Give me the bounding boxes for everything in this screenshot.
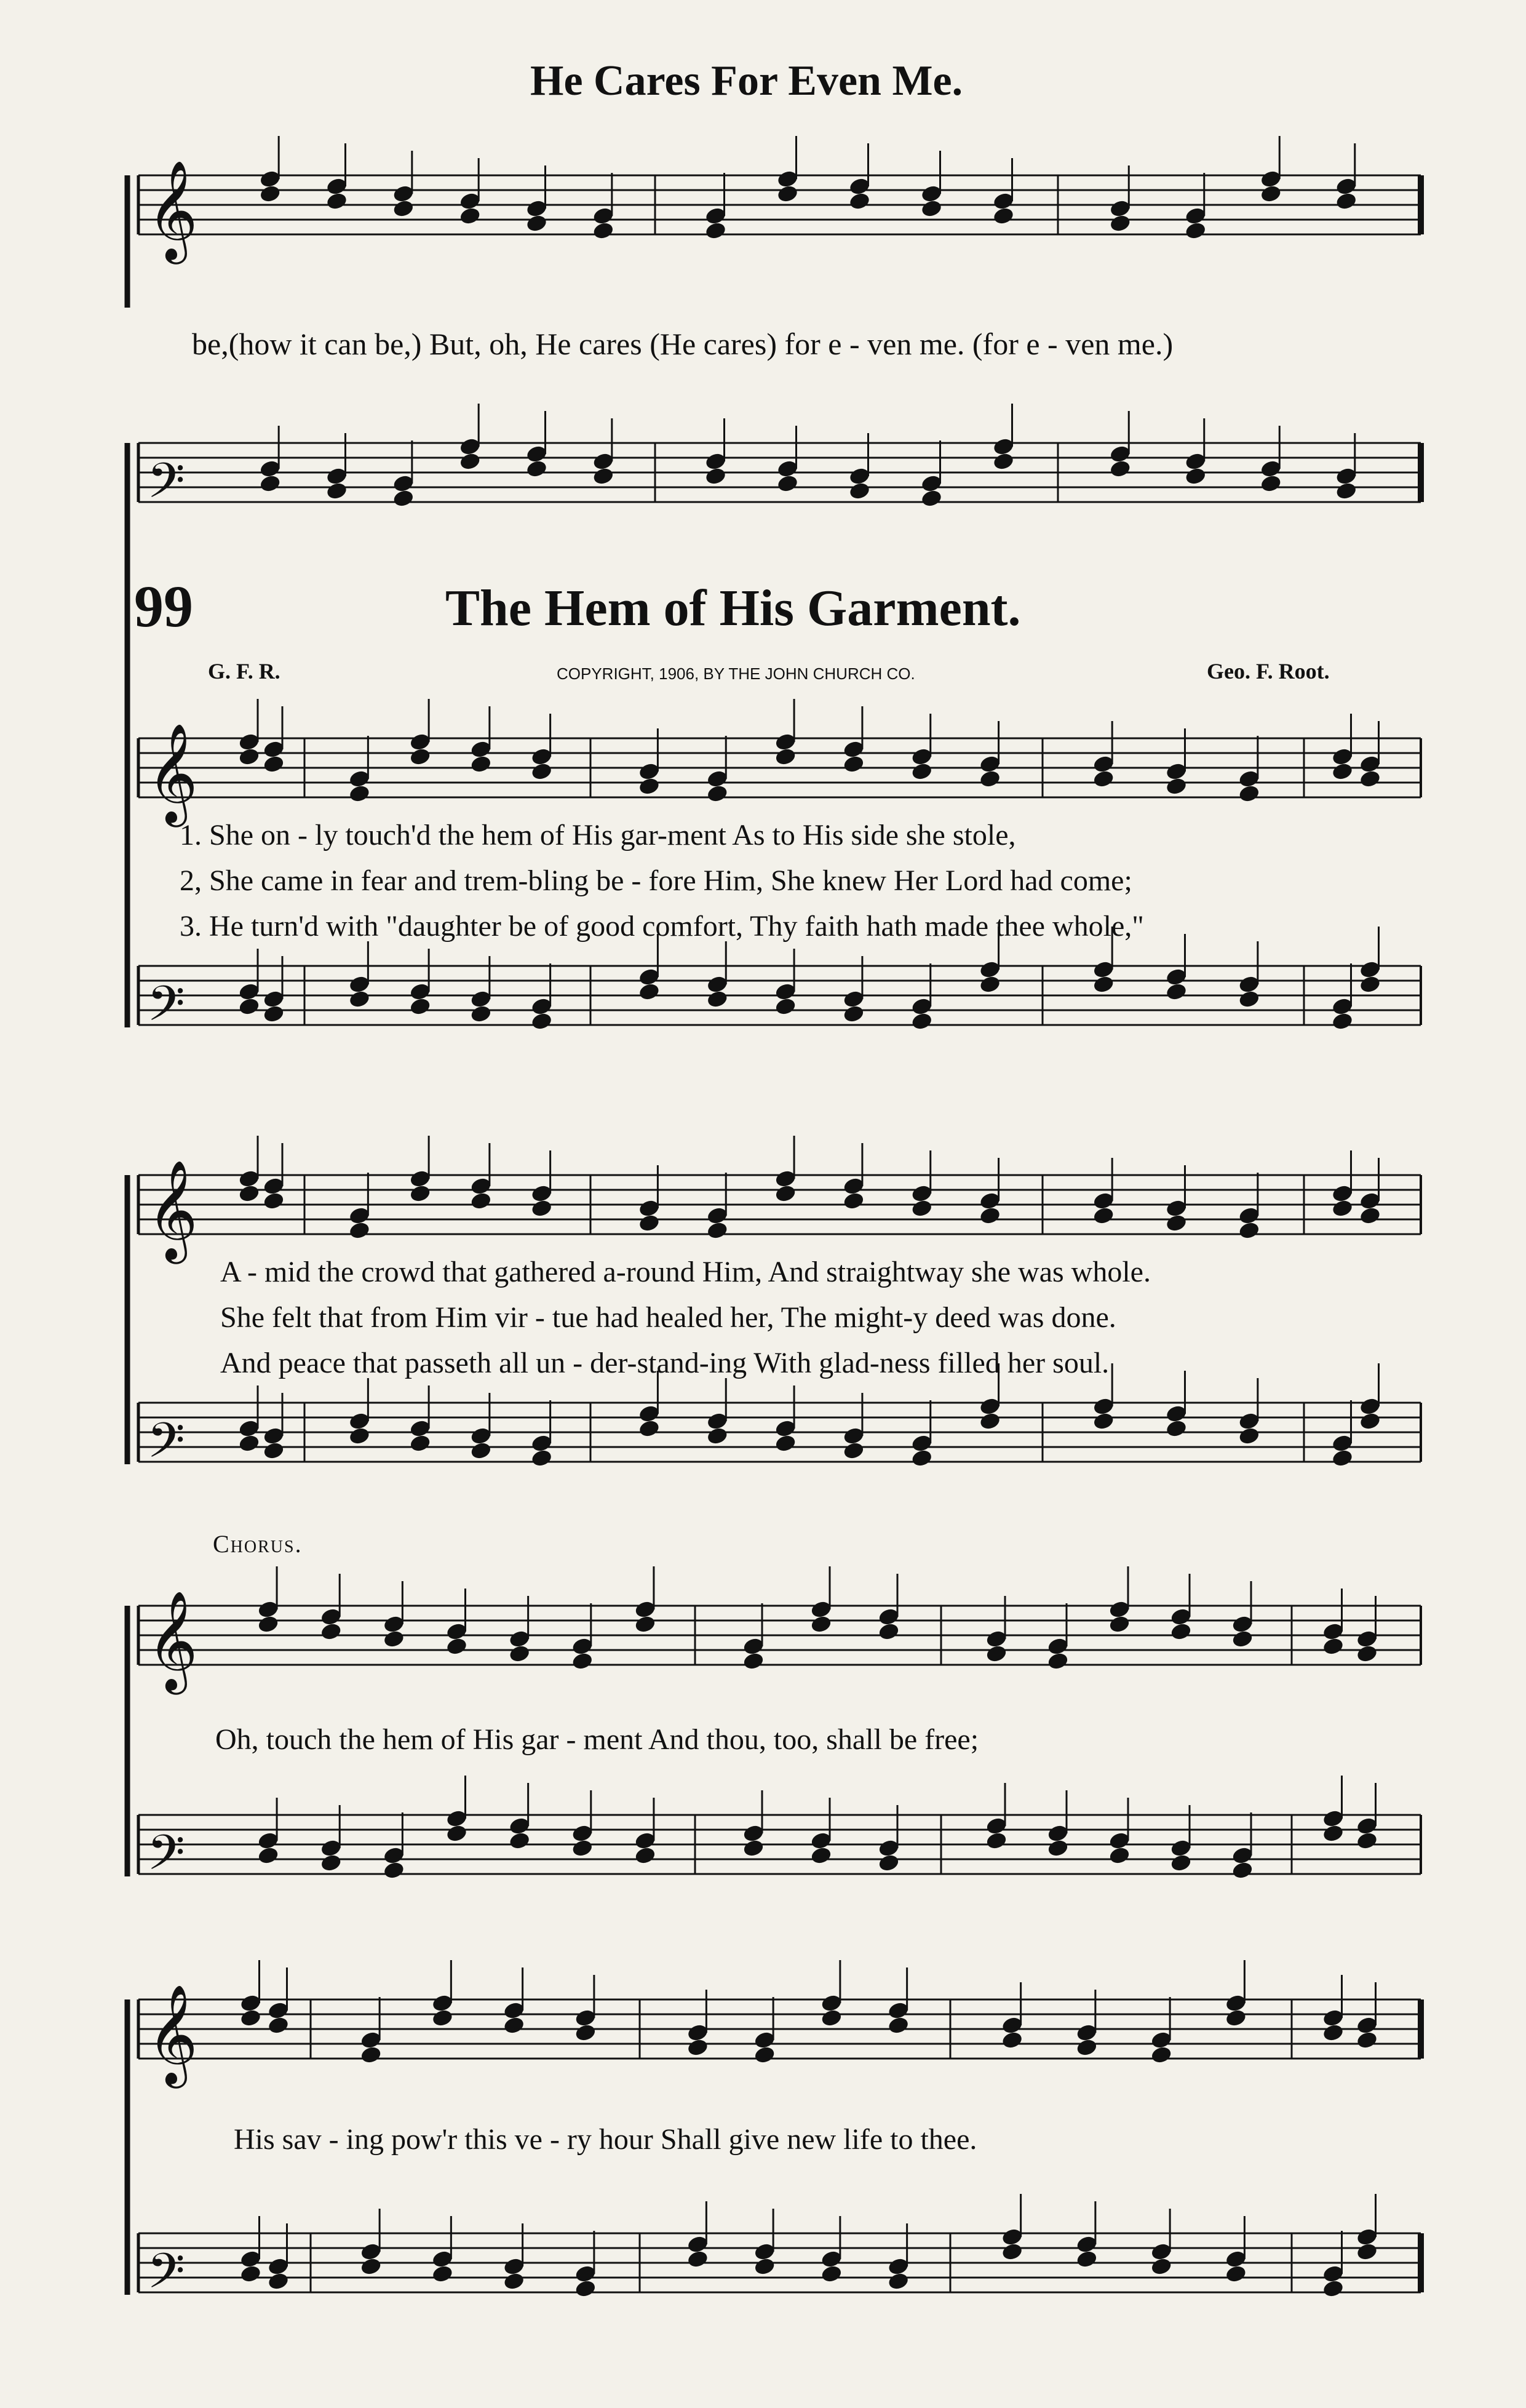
notehead (349, 1221, 371, 1240)
notehead (634, 1846, 656, 1865)
notehead (888, 2016, 910, 2035)
notehead (1322, 2023, 1345, 2043)
notehead (985, 1645, 1007, 1664)
notehead (459, 452, 481, 471)
copyright-notice: COPYRIGHT, 1906, BY THE JOHN CHURCH CO. (557, 664, 915, 683)
notehead (706, 990, 728, 1009)
treble-clef-icon: 𝄞 (147, 1590, 198, 1691)
notehead (240, 2009, 262, 2028)
notehead (349, 784, 371, 803)
bass-clef-icon: 𝄢 (147, 1412, 185, 1481)
notehead (1231, 1630, 1254, 1649)
notehead (320, 1854, 342, 1873)
chorus-label: Chorus. (213, 1530, 303, 1558)
notehead (509, 1645, 531, 1664)
notehead (392, 489, 415, 508)
notehead (985, 1832, 1007, 1851)
notehead (432, 2265, 454, 2284)
notehead (459, 207, 481, 226)
bass-clef-icon: 𝄢 (147, 452, 185, 521)
notehead (1166, 777, 1188, 796)
notehead (687, 2250, 709, 2269)
verse-1-line-1: 1. She on - ly touch'd the hem of His gar-ment As to His side she stole, (180, 819, 1016, 851)
chorus-line-1: Oh, touch the hem of His gar - ment And thou, too, shall be free; (215, 1723, 979, 1756)
notehead (257, 1846, 279, 1865)
notehead (531, 1199, 553, 1218)
notehead (843, 1192, 865, 1211)
notehead (409, 997, 431, 1016)
verse-3-line-2: And peace that passeth all un - der-stand-ing With glad-ness filled her soul. (220, 1347, 1110, 1379)
notehead (238, 997, 260, 1016)
notehead (238, 748, 260, 767)
notehead (1047, 1839, 1069, 1858)
notehead (921, 489, 943, 508)
notehead (1109, 460, 1131, 479)
notehead (774, 748, 797, 767)
notehead (1359, 1206, 1381, 1226)
notehead (263, 1441, 285, 1461)
notehead (1359, 1412, 1381, 1431)
notehead (1335, 482, 1357, 501)
notehead (810, 1846, 832, 1865)
notehead (1225, 2009, 1247, 2028)
notehead (1092, 975, 1115, 994)
notehead (1238, 1427, 1260, 1446)
notehead (1108, 1846, 1131, 1865)
notehead (821, 2009, 843, 2028)
notehead (592, 467, 614, 486)
notehead (1356, 1832, 1378, 1851)
notehead (263, 755, 285, 774)
notehead (1166, 1419, 1188, 1438)
treble-clef-icon: 𝄞 (147, 1160, 198, 1260)
notehead (1322, 2279, 1345, 2298)
notehead (268, 2272, 290, 2291)
notehead (574, 2279, 597, 2298)
verse-3-line-1: 3. He turn'd with "daughter be of good comfort, Thy faith hath made thee whole," (180, 910, 1144, 943)
notehead (320, 1622, 342, 1641)
notehead (592, 221, 614, 241)
notehead (259, 474, 281, 493)
notehead (509, 1832, 531, 1851)
notehead (911, 1449, 933, 1468)
notehead (526, 214, 548, 233)
notehead (706, 1427, 728, 1446)
notehead (687, 2038, 709, 2057)
notehead (921, 199, 943, 218)
notehead (446, 1637, 468, 1656)
verse-2-line-2: She felt that from Him vir - tue had healed her, The might-y deed was done. (220, 1301, 1116, 1334)
hymn-number: 99 (134, 573, 193, 639)
notehead (993, 207, 1015, 226)
notehead (240, 2265, 262, 2284)
notehead (1260, 185, 1282, 204)
notehead (531, 1449, 553, 1468)
notehead (1225, 2265, 1247, 2284)
bass-clef-icon: 𝄢 (147, 1824, 185, 1893)
notehead (1092, 1206, 1115, 1226)
notehead (360, 2046, 382, 2065)
notehead (574, 2023, 597, 2043)
verse-2-line-1: 2, She came in fear and trem-bling be - fore Him, She knew Her Lord had come; (180, 864, 1132, 897)
notehead (821, 2265, 843, 2284)
notehead (1076, 2250, 1098, 2269)
notehead (383, 1630, 405, 1649)
notehead (1238, 1221, 1260, 1240)
notehead (878, 1854, 900, 1873)
notehead (979, 1206, 1001, 1226)
notehead (1109, 214, 1131, 233)
notehead (638, 777, 661, 796)
notehead (1047, 1652, 1069, 1671)
notehead (888, 2272, 910, 2291)
notehead (238, 1184, 260, 1203)
notehead (849, 192, 871, 211)
notehead (470, 1441, 492, 1461)
notehead (1170, 1854, 1192, 1873)
notehead (503, 2272, 525, 2291)
notehead (238, 1434, 260, 1453)
notehead (268, 2016, 290, 2035)
notehead (742, 1652, 765, 1671)
notehead (263, 1192, 285, 1211)
notehead (1238, 784, 1260, 803)
bass-clef-icon: 𝄢 (147, 2243, 185, 2311)
notehead (1150, 2257, 1172, 2276)
bass-clef-icon: 𝄢 (147, 975, 185, 1044)
notehead (349, 990, 371, 1009)
notehead (1260, 474, 1282, 493)
notehead (1166, 1214, 1188, 1233)
notehead (1185, 467, 1207, 486)
chorus-line-2: His sav - ing pow'r this ve - ry hour Shall give new life to thee. (234, 2123, 977, 2156)
notehead (638, 983, 661, 1002)
notehead (409, 1184, 431, 1203)
notehead (1332, 1449, 1354, 1468)
notehead (1356, 2243, 1378, 2262)
notehead (638, 1419, 661, 1438)
notehead (878, 1622, 900, 1641)
notehead (470, 755, 492, 774)
notehead (843, 755, 865, 774)
treble-clef-icon: 𝄞 (147, 1984, 198, 2084)
notehead (774, 1434, 797, 1453)
notehead (843, 1441, 865, 1461)
notehead (979, 975, 1001, 994)
notehead (1356, 1645, 1378, 1664)
notehead (1166, 983, 1188, 1002)
notehead (634, 1615, 656, 1634)
notehead (349, 1427, 371, 1446)
notehead (843, 1005, 865, 1024)
notehead (1108, 1615, 1131, 1634)
notehead (911, 1199, 933, 1218)
notehead (979, 770, 1001, 789)
notehead (1150, 2046, 1172, 2065)
notehead (753, 2257, 776, 2276)
notehead (1332, 1012, 1354, 1031)
notehead (706, 784, 728, 803)
notehead (446, 1824, 468, 1843)
notehead (638, 1214, 661, 1233)
notehead (1001, 2243, 1023, 2262)
notehead (993, 452, 1015, 471)
notehead (531, 1012, 553, 1031)
prev-hymn-lyric: be,(how it can be,) But, oh, He cares (He cares) for e - ven me. (for e - ven me.) (192, 327, 1174, 361)
notehead (360, 2257, 382, 2276)
notehead (259, 185, 281, 204)
notehead (1092, 770, 1115, 789)
notehead (1231, 1861, 1254, 1880)
notehead (705, 467, 727, 486)
notehead (571, 1839, 594, 1858)
notehead (911, 762, 933, 781)
notehead (1335, 192, 1357, 211)
notehead (979, 1412, 1001, 1431)
notehead (1359, 975, 1381, 994)
notehead (1359, 770, 1381, 789)
notehead (705, 221, 727, 241)
notehead (392, 199, 415, 218)
treble-clef-icon: 𝄞 (147, 160, 198, 260)
notehead (742, 1839, 765, 1858)
notehead (1076, 2038, 1098, 2057)
notehead (774, 997, 797, 1016)
notehead (1185, 221, 1207, 241)
notehead (409, 1434, 431, 1453)
notehead (774, 1184, 797, 1203)
hymn-title: The Hem of His Garment. (445, 580, 1021, 637)
notehead (849, 482, 871, 501)
notehead (571, 1652, 594, 1671)
notehead (1322, 1637, 1345, 1656)
notehead (409, 748, 431, 767)
notehead (1356, 2031, 1378, 2050)
notehead (1322, 1824, 1345, 1843)
notehead (257, 1615, 279, 1634)
notehead (263, 1005, 285, 1024)
notehead (432, 2009, 454, 2028)
treble-clef-icon: 𝄞 (147, 723, 198, 823)
notehead (531, 762, 553, 781)
notehead (1332, 762, 1354, 781)
notehead (1332, 1199, 1354, 1218)
music-credit: Geo. F. Root. (1207, 659, 1330, 684)
words-credit: G. F. R. (208, 659, 280, 684)
notehead (526, 460, 548, 479)
notehead (706, 1221, 728, 1240)
notehead (1092, 1412, 1115, 1431)
notehead (503, 2016, 525, 2035)
notehead (326, 192, 348, 211)
notehead (1170, 1622, 1192, 1641)
notehead (810, 1615, 832, 1634)
notehead (911, 1012, 933, 1031)
notehead (383, 1861, 405, 1880)
notehead (777, 474, 799, 493)
verse-1-line-2: A - mid the crowd that gathered a-round Him, And straightway she was whole. (220, 1256, 1151, 1288)
notehead (753, 2046, 776, 2065)
notehead (326, 482, 348, 501)
notehead (777, 185, 799, 204)
notehead (470, 1005, 492, 1024)
notehead (470, 1192, 492, 1211)
prev-hymn-title: He Cares For Even Me. (530, 57, 963, 105)
notehead (1238, 990, 1260, 1009)
notehead (1001, 2031, 1023, 2050)
